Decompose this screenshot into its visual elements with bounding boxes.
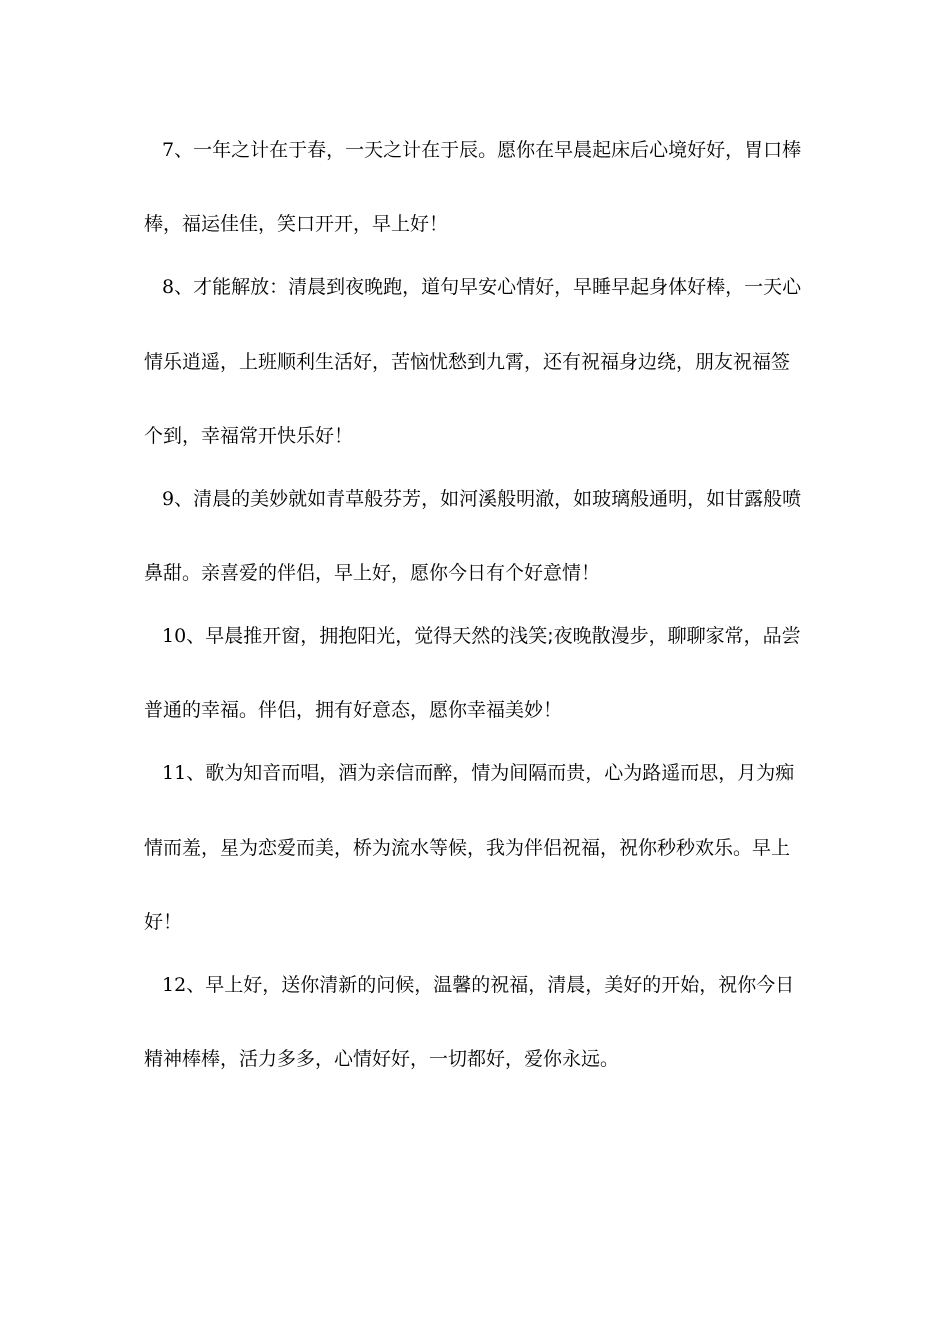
paragraph-11-line-2: 情而羞，星为恋爱而美，桥为流水等候，我为伴侣祝福，祝你秒秒欢乐。早上 (144, 837, 791, 859)
paragraph-text: 、一年之计在于春，一天之计在于辰。愿你在早晨起床后心境好好，胃口棒 (174, 139, 802, 161)
paragraph-text: 、歌为知音而唱，酒为亲信而醉，情为间隔而贵，心为路遥而思，月为痴 (186, 762, 795, 784)
paragraph-11-line-1 (162, 761, 814, 785)
paragraph-number: 12 (162, 974, 187, 996)
paragraph-9-line-1 (162, 487, 814, 511)
paragraph-number: 11 (162, 762, 187, 784)
paragraph-text: 、早晨推开窗，拥抱阳光，觉得天然的浅笑;夜晚散漫步，聊聊家常，品尝 (186, 625, 801, 647)
paragraph-text: 、清晨的美妙就如青草般芬芳，如河溪般明澈，如玻璃般通明，如甘露般喷 (174, 488, 802, 510)
paragraph-number: 10 (162, 625, 187, 647)
paragraph-11-line-3: 好！ (144, 911, 183, 933)
paragraph-text: 、早上好，送你清新的问候，温馨的祝福，清晨，美好的开始，祝你今日 (186, 974, 795, 996)
paragraph-10-line-1 (162, 624, 814, 648)
paragraph-9-line-2: 鼻甜。亲喜爱的伴侣，早上好，愿你今日有个好意情！ (144, 562, 601, 584)
paragraph-8-line-1 (162, 275, 814, 299)
paragraph-number: 9 (162, 488, 175, 510)
paragraph-7-line-2: 棒，福运佳佳，笑口开开，早上好！ (144, 213, 449, 235)
paragraph-number: 7 (162, 139, 175, 161)
paragraph-text: 、才能解放：清晨到夜晚跑，道句早安心情好，早睡早起身体好棒，一天心 (174, 276, 802, 298)
paragraph-12-line-2: 精神棒棒，活力多多，心情好好，一切都好，爱你永远。 (144, 1048, 620, 1070)
paragraph-7-line-1 (162, 138, 814, 162)
paragraph-12-line-1 (162, 973, 814, 997)
paragraph-8-line-3: 个到，幸福常开快乐好！ (144, 425, 354, 447)
paragraph-8-line-2: 情乐逍遥，上班顺利生活好，苦恼忧愁到九霄，还有祝福身边绕，朋友祝福签 (144, 351, 791, 373)
paragraph-10-line-2: 普通的幸福。伴侣，拥有好意态，愿你幸福美妙！ (144, 699, 563, 721)
paragraph-number: 8 (162, 276, 175, 298)
